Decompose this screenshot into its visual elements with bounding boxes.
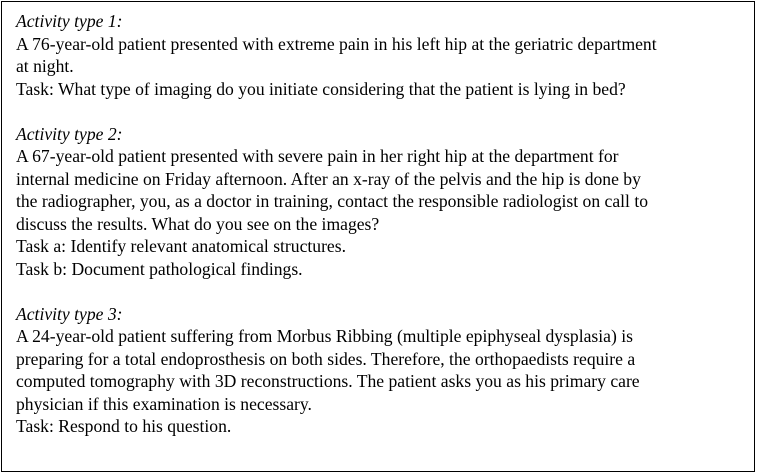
activity-block-2 [16,123,751,281]
activity-heading: Activity type 2: [16,123,123,144]
activity-text-line: A 67-year-old patient presented with severe pain in her right hip at the department for [16,146,619,166]
activity-text-line: the radiographer, you, as a doctor in training, contact the responsible radiologist on call to [16,191,649,211]
activity-text-line: at night. [16,56,74,76]
activity-task-line: Task a: Identify relevant anatomical structures. [16,236,346,256]
activity-text-line: A 24-year-old patient suffering from Morbus Ribbing (multiple epiphyseal dysplasia) is [16,326,633,346]
activity-block-1 [16,10,751,100]
activity-heading: Activity type 3: [16,303,123,324]
activity-task-line: Task b: Document pathological findings. [16,258,303,279]
activity-task-line: Task: Respond to his question. [16,416,232,436]
activity-text-line: computed tomography with 3D reconstructions. The patient asks you as his primary care [16,371,640,391]
activity-text-line: A 76-year-old patient presented with extreme pain in his left hip at the geriatric department [16,33,657,54]
activity-block-3 [16,303,751,438]
document-frame [1,1,755,472]
activity-text-line: discuss the results. What do you see on the images? [16,213,380,234]
activity-text-line: internal medicine on Friday afternoon. After an x-ray of the pelvis and the hip is done by [16,168,641,189]
activity-heading: Activity type 1: [16,11,123,31]
activity-text-line: physician if this examination is necessary. [16,393,312,414]
document-content [16,10,751,438]
activity-task-line: Task: What type of imaging do you initiate considering that the patient is lying in bed? [16,78,626,99]
activity-text-line: preparing for a total endoprosthesis on both sides. Therefore, the orthopaedists require a [16,348,636,369]
